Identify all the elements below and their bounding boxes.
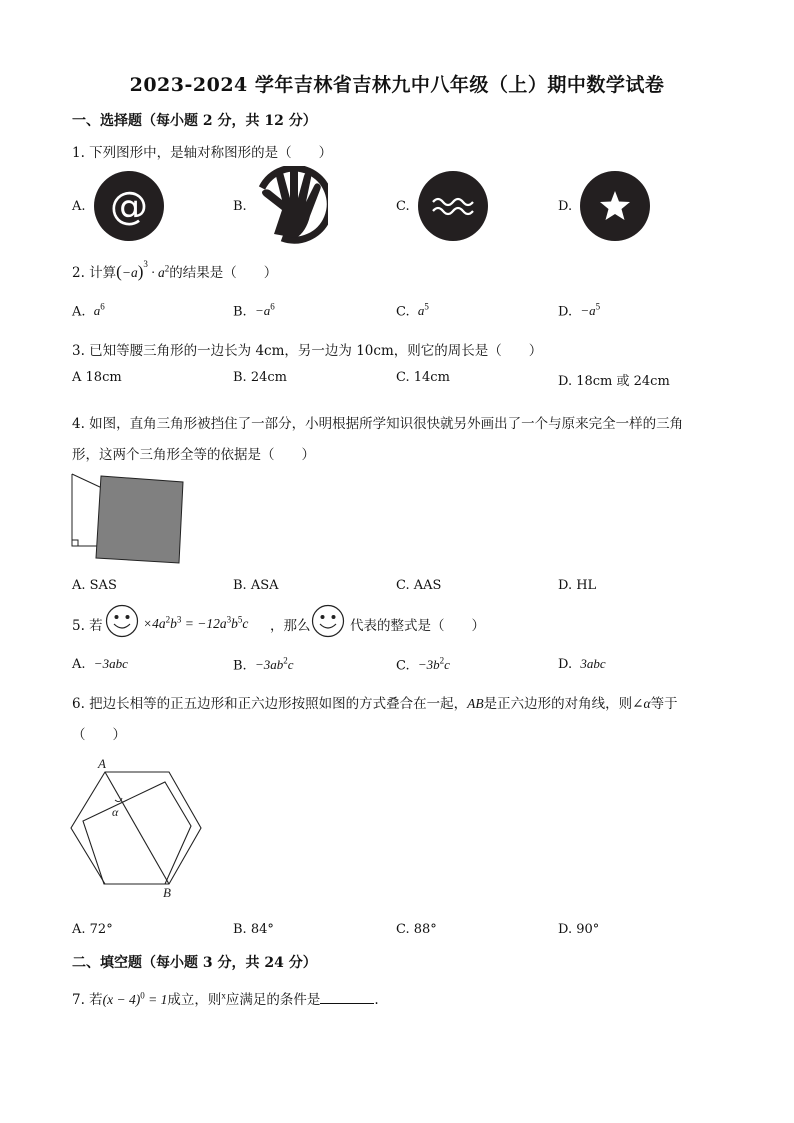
question-7-stem <box>72 988 379 1008</box>
q2-option-a <box>72 302 105 319</box>
q6-option-d: D. 90° <box>558 922 600 937</box>
section-heading-fill-blank: 二、填空题（每小题 3 分，共 24 分） <box>72 955 317 971</box>
q2-expression: $(-a)^3 \cdot a^2$ <box>116 259 170 281</box>
pentagon-hexagon-figure <box>66 754 206 904</box>
angle-alpha-label: α <box>112 805 119 819</box>
at-sign-icon <box>94 171 164 241</box>
q6-stem-suffix: 是正六边形的对角线，则∠ <box>483 696 644 712</box>
question-2-stem <box>72 259 277 282</box>
q2-option-d-label: D. <box>558 304 573 320</box>
q4-option-b: B. ASA <box>233 578 279 593</box>
wave-glyph <box>431 194 475 218</box>
q5-option-b <box>233 656 294 673</box>
q7-stem-suffix: 应满足的条件是 <box>225 992 321 1008</box>
smiley-face-icon <box>311 604 345 638</box>
q2-option-c-label: C. <box>396 304 410 320</box>
q6-stem-alpha: α <box>643 696 651 711</box>
q6-option-c: C. 88° <box>396 922 437 937</box>
q2-stem-suffix: 的结果是（ ） <box>169 265 278 281</box>
hand-icon <box>252 166 328 246</box>
q3-option-a: A 18cm <box>72 370 122 385</box>
q5-option-a-expr: −3abc <box>93 656 128 671</box>
q5-option-b-label: B. <box>233 658 247 674</box>
q6-option-a: A. 72° <box>72 922 113 937</box>
section-heading-choice: 一、选择题（每小题 2 分，共 12 分） <box>72 113 317 129</box>
q5-option-d-label: D. <box>558 657 573 672</box>
q5-option-b-expr: $-3ab^2c$ <box>254 656 294 673</box>
q3-option-b: B. 24cm <box>233 370 287 385</box>
question-3-stem: 3. 已知等腰三角形的一边长为 4cm，另一边为 10cm，则它的周长是（ ） <box>72 343 543 359</box>
star-icon <box>580 171 650 241</box>
at-sign-glyph: @ <box>110 184 148 228</box>
q2-stem-prefix: 2. 计算 <box>72 265 117 281</box>
exam-title: 2023-2024 学年吉林省吉林九中八年级（上）期中数学试卷 <box>129 74 665 96</box>
q4-option-c: C. AAS <box>396 578 442 593</box>
q2-option-d <box>558 302 600 319</box>
q5-stem-middle: ，那么 <box>270 618 311 634</box>
q4-option-a: A. SAS <box>72 578 117 593</box>
q7-stem-prefix: 7. 若 <box>72 992 103 1008</box>
q3-option-d: D. 18cm 或 24cm <box>558 374 670 389</box>
q7-stem-end: . <box>374 992 379 1008</box>
question-4-stem-line-2: 形，这两个三角形全等的依据是（ ） <box>72 447 315 463</box>
question-6-stem-line-2: （ ） <box>72 727 126 743</box>
q5-stem-suffix: 代表的整式是（ ） <box>350 618 485 634</box>
q1-option-d-label: D. <box>558 199 573 214</box>
question-6-stem-line-1 <box>72 692 678 712</box>
q5-option-c-label: C. <box>396 658 410 674</box>
smiley-face-icon <box>105 604 139 638</box>
q2-option-d-expr: $-a^5$ <box>580 302 601 319</box>
q2-option-b-label: B. <box>233 304 247 320</box>
q5-option-c-expr: $-3b^2c$ <box>417 656 450 673</box>
q7-stem-middle: 成立，则 <box>167 992 222 1008</box>
wave-icon <box>418 171 488 241</box>
point-a-label: A <box>98 756 106 771</box>
q2-option-a-expr: $a^6$ <box>93 302 105 319</box>
answer-blank[interactable] <box>320 991 374 1004</box>
q2-option-c <box>396 302 429 319</box>
q6-segment-ab: AB <box>467 696 484 711</box>
q5-equation: $\times 4a^2b^3 = -12a^3b^5c$ <box>143 614 249 631</box>
q5-option-a-label: A. <box>72 657 86 672</box>
q5-option-d <box>558 656 606 672</box>
q2-option-b <box>233 302 275 319</box>
q5-option-d-expr: 3abc <box>580 656 606 671</box>
q4-option-d: D. HL <box>558 578 597 593</box>
point-b-label: B <box>163 885 171 900</box>
triangle-occluded-figure <box>70 470 188 564</box>
q5-option-c <box>396 656 450 673</box>
q7-variable: x <box>221 990 226 1001</box>
q5-option-a <box>72 656 128 672</box>
q6-stem-end: 等于 <box>650 696 678 712</box>
q5-stem-prefix: 5. 若 <box>72 618 103 634</box>
q6-option-b: B. 84° <box>233 922 274 937</box>
q6-stem-prefix: 6. 把边长相等的正五边形和正六边形按照如图的方式叠合在一起， <box>72 696 468 712</box>
q7-expression: $(x - 4)^0 = 1$ <box>102 990 168 1007</box>
q1-option-c-label: C. <box>396 199 410 214</box>
q1-option-b-label: B. <box>233 199 247 214</box>
q2-option-a-label: A. <box>72 304 86 320</box>
q2-option-b-expr: $-a^6$ <box>254 302 275 319</box>
q1-option-a-label: A. <box>72 199 86 214</box>
question-4-stem-line-1: 4. 如图，直角三角形被挡住了一部分，小明根据所学知识很快就另外画出了一个与原来完全一样的三角 <box>72 416 684 432</box>
star-glyph <box>598 189 632 223</box>
question-1-stem: 1. 下列图形中，是轴对称图形的是（ ） <box>72 145 333 161</box>
q2-option-c-expr: $a^5$ <box>417 302 429 319</box>
q3-option-c: C. 14cm <box>396 370 450 385</box>
